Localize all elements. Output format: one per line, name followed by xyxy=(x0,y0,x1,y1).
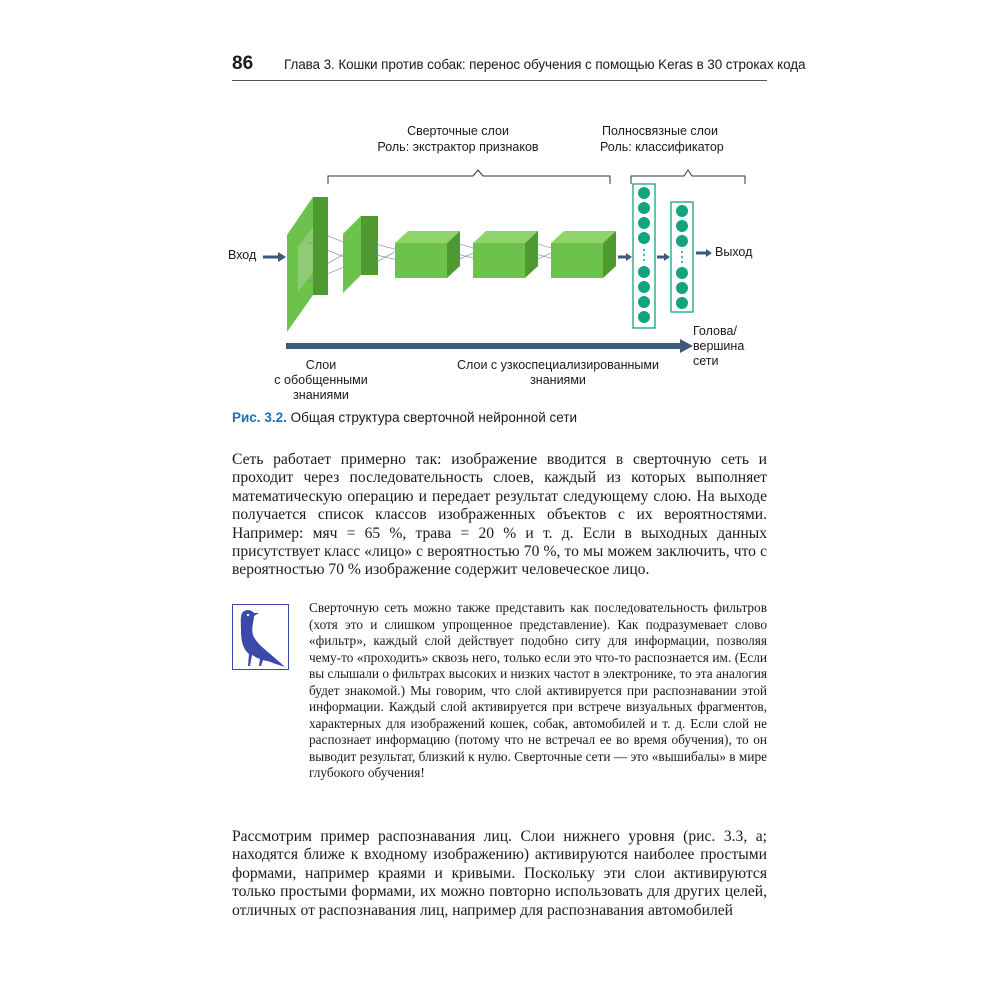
fc-layer-1 xyxy=(633,184,655,328)
special-layers-label: Слои с узкоспециализированными знаниями xyxy=(457,358,659,387)
header-rule xyxy=(232,80,767,81)
bird-icon xyxy=(233,605,288,669)
note-text: Сверточную сеть можно также представить как последовательность фильтров (хотя это и слишком упрощенное представление). Как подразумевает слово «фильтр», каждый слой действует подобно ситу для информации, позволяя чему-то «проходить» сквозь него, только если это что-то распознается им. (Если вы слышали о фильтрах высоких и низких частот в электронике, то эта аналогия будет знакомой.) Мы говорим, что слой активируется при распознавании этой информации. Каждый слой активируется при встрече визуальных фрагментов, характерных для изображений кошек, собак, автомобилей и т. д. Если слой не распознает информацию (потому что не встречал ее во время обучения), то он выводит результат, близкий к нулю. Сверточные сети — это «вышибалы» в мире глубокого обучения! xyxy=(309,600,767,781)
conv-title: Сверточные слои xyxy=(407,124,509,138)
running-head: Глава 3. Кошки против собак: перенос обучения с помощью Keras в 30 строках кода xyxy=(284,57,806,72)
caption-label: Рис. 3.2. xyxy=(232,410,287,425)
fc-role: Роль: классификатор xyxy=(600,140,724,154)
input-label: Вход xyxy=(228,248,257,262)
conv-block-4 xyxy=(473,231,538,278)
fc-layer-2 xyxy=(671,202,693,312)
progression-arrowhead xyxy=(680,339,693,353)
conv-brace xyxy=(328,170,610,184)
cnn-figure xyxy=(228,112,768,408)
conv-block-5 xyxy=(551,231,616,278)
conv-role: Роль: экстрактор признаков xyxy=(377,140,539,154)
caption-text: Общая структура сверточной нейронной сети xyxy=(286,410,578,425)
general-layers-label: Слои с обобщенными знаниями xyxy=(274,358,368,402)
conv-block-1 xyxy=(287,197,328,332)
head-label: Голова/ вершина сети xyxy=(693,324,745,368)
body-paragraph-2: Рассмотрим пример распознавания лиц. Слои нижнего уровня (рис. 3.3, а; находятся ближе к входному изображению) активируются наиболее простыми формами, например краями и кривыми. Поскольку эти слои активируются только простыми формами, их можно повторно использовать для других целей, отличных от распознавания лиц, например для распознавания автомобилей xyxy=(232,828,767,919)
input-arrowhead xyxy=(278,252,286,262)
output-label: Выход xyxy=(715,245,753,259)
note-icon-frame xyxy=(232,604,289,670)
body-paragraph-1: Сеть работает примерно так: изображение вводится в сверточную сеть и проходит через последовательность слоев, каждый из которых выполняет математическую операцию и передает результат следующему слою. На выходе получается список классов изображенных объектов с их вероятностями. Например: мяч = 65 %, трава = 20 % и т. д. Если в выходных данных присутствует класс «лицо» с вероятностью 70 %, то мы можем заключить, что с вероятностью 70 % изображение содержит человеческое лицо. xyxy=(232,451,767,579)
figure-caption xyxy=(232,410,577,425)
fc-brace xyxy=(631,170,745,184)
page-number: 86 xyxy=(232,53,254,74)
fc-title: Полносвязные слои xyxy=(602,124,718,138)
conv-block-3 xyxy=(395,231,460,278)
